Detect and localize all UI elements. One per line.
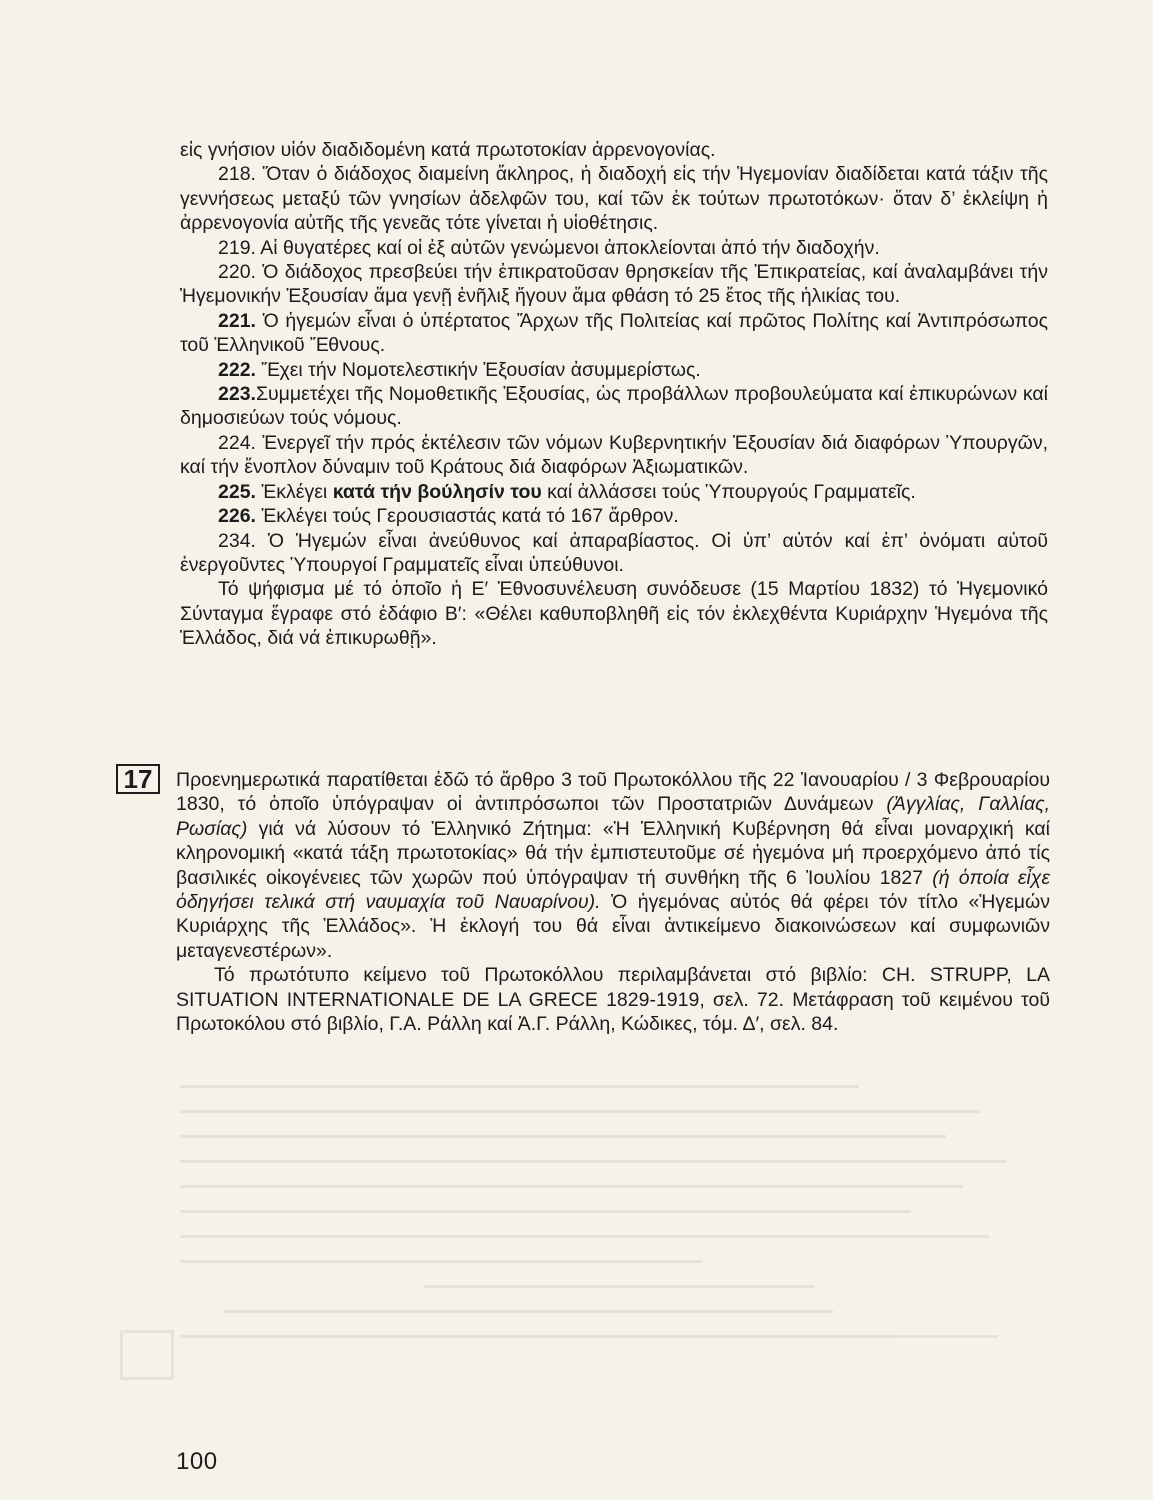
article-text: Ὁ διάδοχος πρεσβεύει τήν ἐπικρατοῦσαν θρησκείαν τῆς Ἐπικρατείας, καί ἀναλαμβάνει τήν Ἡγεμονικήν Ἐξουσίαν ἅμα γενῇ ἐνῆλιξ ἤγουν ἅμα φθάση τό 25 ἔτος τῆς ἡλικίας του.	[180, 261, 1048, 308]
bleed-line	[180, 1260, 702, 1263]
article-223	[180, 382, 1048, 431]
bleed-line	[180, 1160, 1007, 1163]
article-219	[180, 236, 1048, 260]
article-number: 223.	[218, 383, 256, 406]
article-225	[180, 480, 1048, 504]
article-text: Ἔχει τήν Νομοτελεστικήν Ἐξουσίαν ἀσυμμερίστως.	[261, 358, 701, 381]
bleed-line	[424, 1285, 816, 1288]
article-number: 226.	[218, 505, 256, 528]
constitution-articles	[180, 138, 1048, 651]
note-paragraph	[176, 963, 1050, 1036]
article-220	[180, 260, 1048, 309]
article-number: 219.	[218, 236, 256, 259]
article-number: 221.	[218, 309, 256, 332]
note-17	[176, 768, 1050, 1036]
article-number: 224.	[218, 431, 256, 454]
article-text: Συμμετέχει τῆς Νομοθετικῆς Ἐξουσίας, ὡς προβάλλων προβουλεύματα καί ἐπικυρώνων καί δημοσιεύων τούς νόμους.	[180, 383, 1048, 430]
article-number: 225.	[218, 480, 256, 503]
text-span: εἰς γνήσιον υἱόν διαδιδομένη κατά πρωτοτοκίαν ἀρρενογονίας.	[180, 139, 716, 161]
article-221	[180, 309, 1048, 358]
bleed-line	[180, 1335, 998, 1338]
article-text: Ἐκλέγει τούς Γερουσιαστάς κατά τό 167 ἄρθρον.	[261, 505, 679, 528]
article-text: Ὁ ἡγεμών εἶναι ὁ ὑπέρτατος Ἄρχων τῆς Πολιτείας καί πρῶτος Πολίτης καί Ἀντιπρόσωπος τοῦ Ἑλληνικοῦ Ἔθνους.	[180, 309, 1048, 357]
article-number: 218.	[218, 163, 256, 186]
text-line	[180, 138, 1048, 162]
note-text: γιά νά λύσουν τό Ἑλληνικό Ζήτημα: «Ἡ Ἑλληνική Κυβέρνηση θά εἶναι μοναρχική καί κληρονομική «κατά τάξη πρωτοτοκίας» θά τήν ἐμπιστευτοῦμε σέ ἡγεμόνα μή προερχόμενο ἀπό τίς βασιλικές οἰκογένειες τῶν χωρῶν πού ὑπόγραψαν τή συνθήκη τῆς 6 Ἰουλίου 1827	[176, 817, 1050, 889]
article-222	[180, 358, 1048, 382]
note-paragraph	[176, 768, 1050, 963]
note-text: Τό πρωτότυπο κείμενο τοῦ Πρωτοκόλλου περιλαμβάνεται στό βιβλίο: CH. STRUPP, LA SITUATION INTERNATIONALE DE LA GRECE 1829-1919, σελ. 72. Μετάφραση τοῦ κειμένου τοῦ Πρωτοκόλου στό βιβλίο, Γ.Α. Ράλλη καί Ἀ.Γ. Ράλλη, Κώδικες, τόμ. Δ′, σελ. 84.	[176, 964, 1050, 1036]
article-text: Ἐνεργεῖ τήν πρός ἐκτέλεσιν τῶν νόμων Κυβερνητικήν Ἐξουσίαν διά διαφόρων Ὑπουργῶν, καί τήν ἔνοπλον δύναμιν τοῦ Κράτους διά διαφόρων Ἀξιωματικῶν.	[180, 431, 1049, 479]
bleed-line	[224, 1310, 833, 1313]
article-text: καί ἀλλάσσει τούς Ὑπουργούς Γραμματεῖς.	[547, 480, 916, 503]
article-text: Ὁ Ἡγεμών εἶναι ἀνεύθυνος καί ἀπαραβίαστος. Οἱ ὑπ’ αὐτόν καί ἐπ’ ὀνόματι αὐτοῦ ἐνεργοῦντες Ὑπουργοί Γραμματεῖς εἶναι ὑπεύθυνοι.	[180, 529, 1048, 576]
bleed-through-texture	[180, 1085, 1050, 1415]
bleed-line	[180, 1085, 859, 1088]
note-italic: (Ἀγγλίας, Γαλλίας, Ρωσίας)	[176, 793, 1050, 840]
bleed-line	[180, 1185, 963, 1188]
note-italic: (ἡ ὁποία εἶχε ὁδηγήσει τελικά στή ναυμαχία τοῦ Ναυαρίνου).	[176, 866, 1051, 914]
page-number: 100	[176, 1448, 218, 1475]
note-text: Προενημερωτικά παρατίθεται ἐδῶ τό ἄρθρο 3 τοῦ Πρωτοκόλλου τῆς 22 Ἰανουαρίου / 3 Φεβρουαρίου 1830, τό ὁποῖο ὑπόγραψαν οἱ ἀντιπρόσωποι τῶν Προστατριῶν Δυνάμεων	[176, 769, 1050, 816]
article-emphasis: κατά τήν βούλησίν του	[332, 480, 542, 503]
article-234	[180, 529, 1048, 578]
closing-paragraph	[180, 577, 1048, 650]
bleed-line	[180, 1210, 911, 1213]
bleed-box	[120, 1330, 174, 1380]
article-218	[180, 162, 1048, 235]
closing-text: Τό ψήφισμα μέ τό ὁποῖο ἡ Ε′ Ἐθνοσυνέλευση συνόδευσε (15 Μαρτίου 1832) τό Ἡγεμονικό Σύνταγμα ἔγραφε στό ἐδάφιο Β′: «Θέλει καθυποβληθῆ εἰς τόν ἐκλεχθέντα Κυριάρχην Ἡγεμόνα τῆς Ἑλλάδος, διά νά ἐπικυρωθῇ».	[180, 578, 1048, 650]
article-number: 220.	[218, 261, 256, 284]
article-text: Ὅταν ὁ διάδοχος διαμείνη ἄκληρος, ἡ διαδοχή εἰς τήν Ἡγεμονίαν διαδίδεται κατά τάξιν τῆς γεννήσεως μεταξύ τῶν γνησίων ἀδελφῶν του, καί τῶν ἐκ τούτων πρωτοτόκων· ὅταν δ’ ἐκλείψη ἡ ἀρρενογονία αὐτῆς τῆς γενεᾶς τότε γίνεται ἡ υἱοθέτησις.	[180, 163, 1048, 235]
bleed-line	[180, 1235, 989, 1238]
article-text: Αἱ θυγατέρες καί οἱ ἐξ αὐτῶν γενώμενοι ἀποκλείονται ἀπό τήν διαδοχήν.	[260, 236, 880, 259]
article-number: 222.	[218, 358, 256, 381]
note-marker: 17	[116, 764, 160, 794]
article-224	[180, 431, 1048, 480]
article-number: 234.	[218, 529, 256, 552]
note-text: Ὁ ἡγεμόνας αὐτός θά φέρει τόν τίτλο «Ἡγεμών Κυριάρχης τῆς Ἑλλάδος». Ἡ ἐκλογή του θά εἶναι ἀντικείμενο διακοινώσεων καί συμφωνιῶν μεταγενεστέρων».	[176, 891, 1050, 962]
article-226	[180, 504, 1048, 528]
bleed-line	[180, 1110, 980, 1113]
article-text: Ἐκλέγει	[261, 480, 328, 503]
bleed-line	[180, 1135, 946, 1138]
